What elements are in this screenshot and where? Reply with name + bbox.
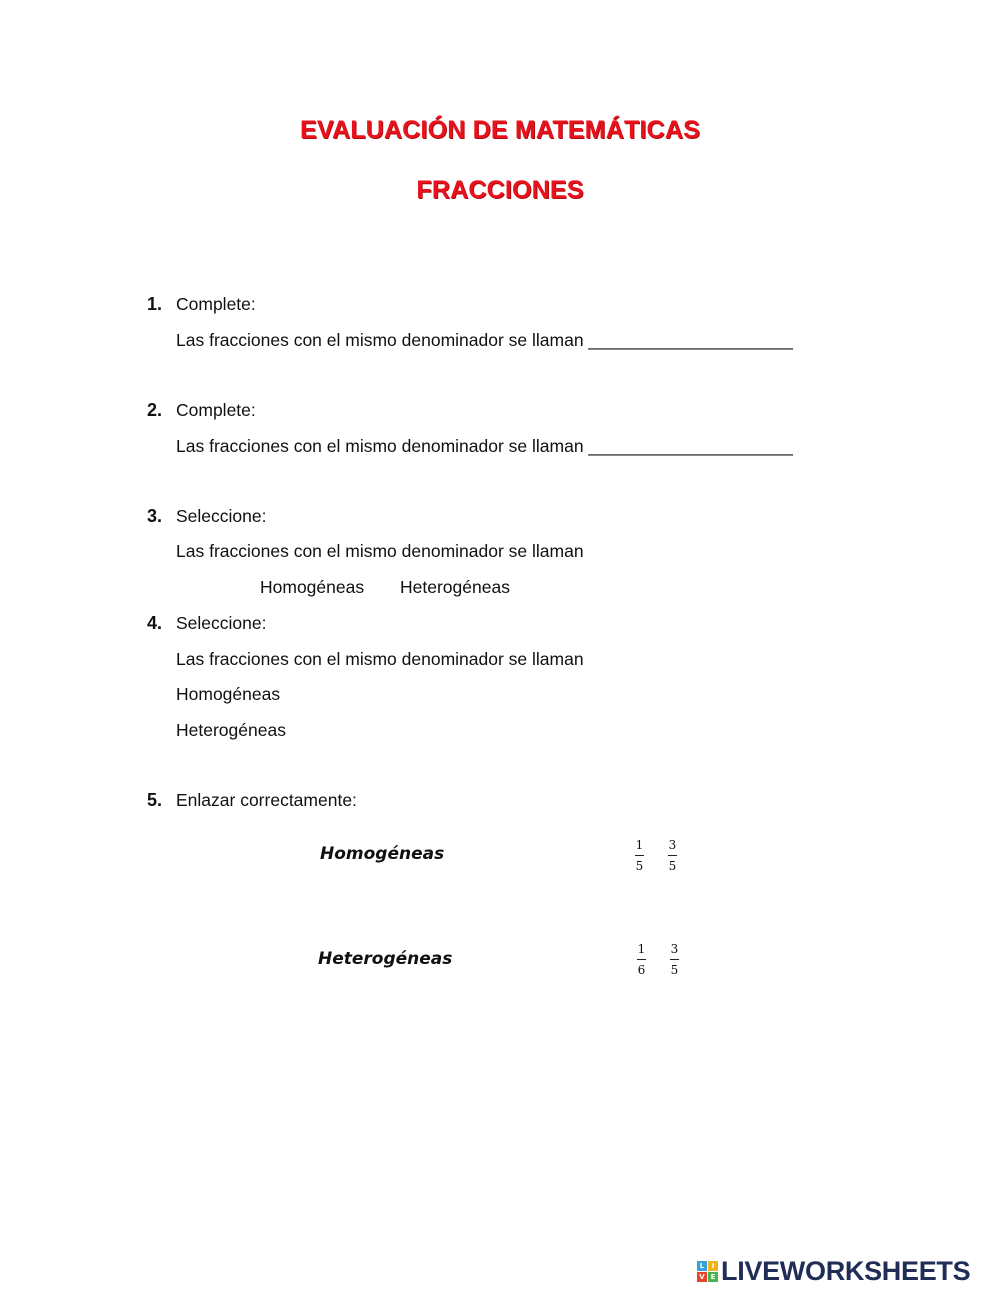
question-4-number: 4.: [147, 613, 163, 633]
logo-block: I: [708, 1261, 718, 1271]
logo-block: V: [697, 1272, 707, 1282]
question-1-number: 1.: [147, 294, 163, 314]
question-2-instruction: Complete:: [176, 400, 256, 420]
fraction: [668, 838, 677, 873]
fraction-bar: [670, 959, 679, 960]
question-2-text[interactable]: Las fracciones con el mismo denominador se llaman _____________________: [176, 436, 793, 456]
fraction-numerator: 1: [637, 942, 646, 956]
fraction: [670, 942, 679, 977]
question-5-instruction: Enlazar correctamente:: [176, 790, 357, 810]
logo-blocks-icon: [697, 1261, 718, 1282]
question-4-option-heterogeneas[interactable]: Heterogéneas: [176, 720, 286, 740]
fraction-bar: [635, 855, 644, 856]
fraction: [637, 942, 646, 977]
logo-block: E: [708, 1272, 718, 1282]
question-3-instruction: Seleccione:: [176, 506, 267, 526]
fraction-denominator: 5: [635, 859, 644, 873]
question-1-text[interactable]: Las fracciones con el mismo denominador se llaman _____________________: [176, 330, 793, 350]
question-3-option-heterogeneas[interactable]: Heterogéneas: [400, 577, 510, 597]
question-4-instruction: Seleccione:: [176, 613, 267, 633]
fraction-denominator: 6: [637, 963, 646, 977]
match-left-heterogeneas[interactable]: Heterogéneas: [318, 949, 453, 969]
question-1-instruction: Complete:: [176, 294, 256, 314]
match-left-homogeneas[interactable]: Homogéneas: [320, 844, 445, 864]
fraction-denominator: 5: [668, 859, 677, 873]
question-3-number: 3.: [147, 506, 163, 526]
page-title: EVALUACIÓN DE MATEMÁTICAS: [300, 116, 700, 144]
fraction-numerator: 3: [668, 838, 677, 852]
logo-block: L: [697, 1261, 707, 1271]
liveworksheets-logo: [697, 1256, 970, 1286]
question-3-text: Las fracciones con el mismo denominador se llaman: [176, 541, 584, 561]
page-subtitle: FRACCIONES: [416, 176, 584, 204]
fraction: [635, 838, 644, 873]
logo-text: LIVEWORKSHEETS: [721, 1255, 971, 1286]
question-4-option-homogeneas[interactable]: Homogéneas: [176, 684, 281, 704]
question-2-number: 2.: [147, 400, 163, 420]
fraction-numerator: 3: [670, 942, 679, 956]
fraction-numerator: 1: [635, 838, 644, 852]
fraction-bar: [668, 855, 677, 856]
question-4-text: Las fracciones con el mismo denominador se llaman: [176, 649, 584, 669]
question-5-number: 5.: [147, 790, 163, 810]
question-3-option-homogeneas[interactable]: Homogéneas: [260, 577, 365, 597]
fraction-bar: [637, 959, 646, 960]
fraction-denominator: 5: [670, 963, 679, 977]
